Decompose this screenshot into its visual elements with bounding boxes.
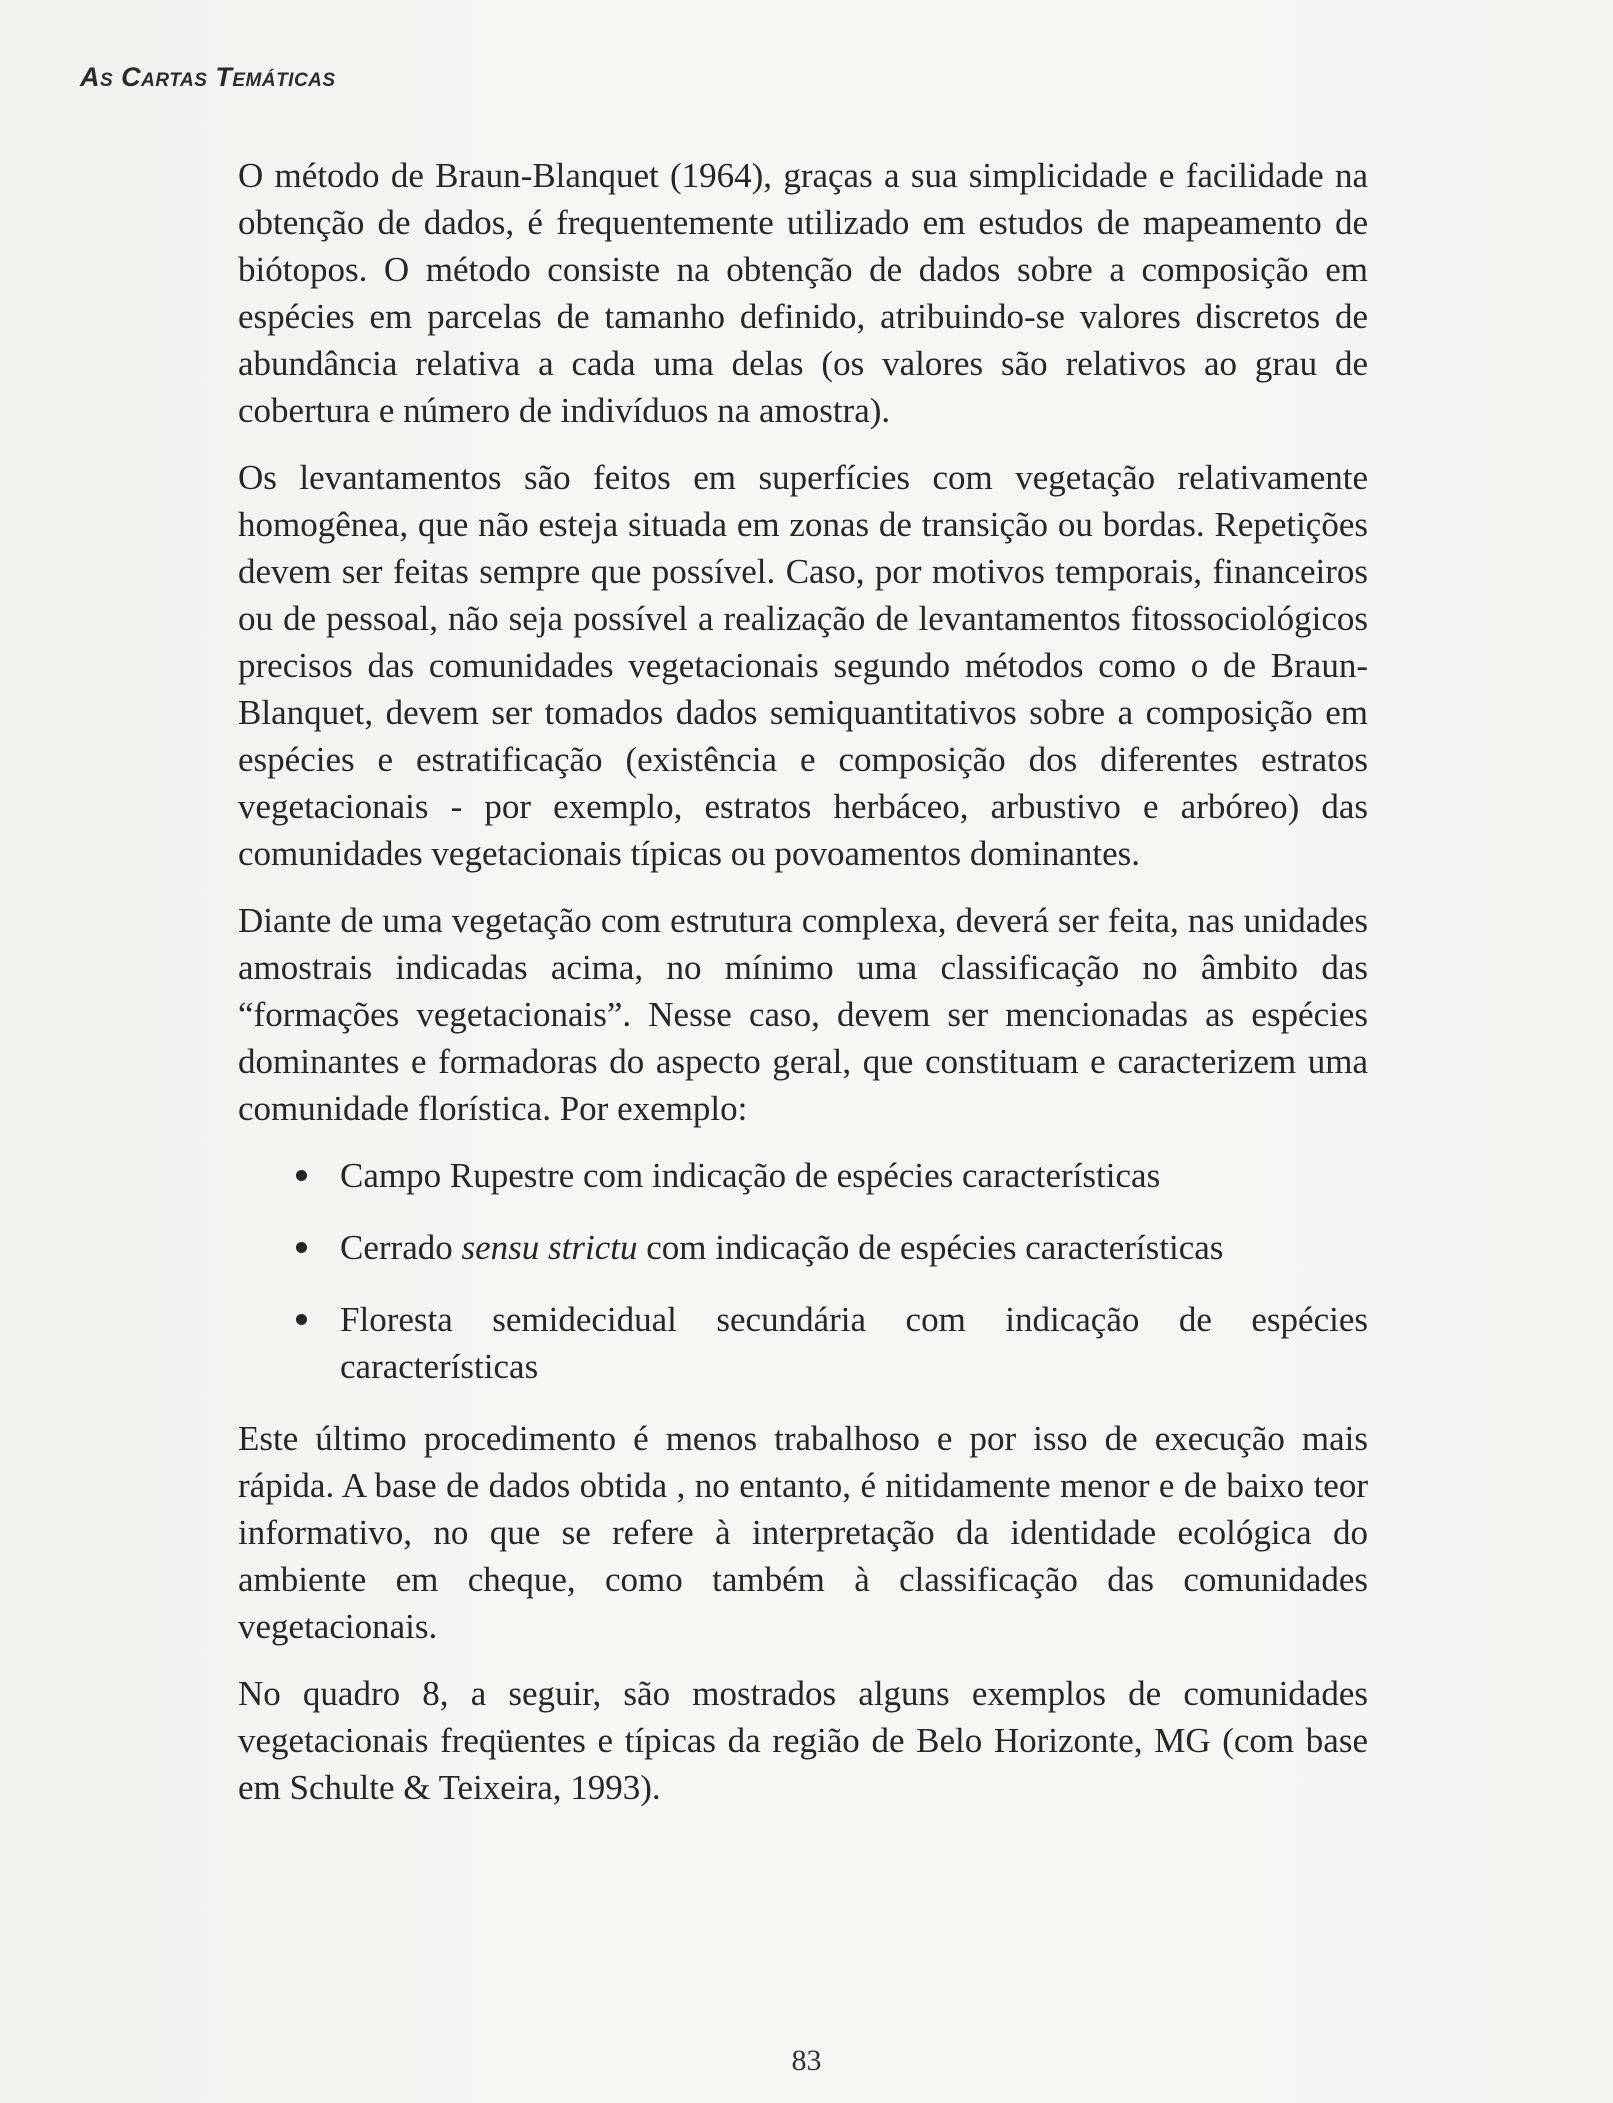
paragraph-complex-vegetation: Diante de uma vegetação com estrutura complexa, deverá ser feita, nas unidades amostrais indicadas acima, no mínimo uma classificação no âmbito das “formações vegetacionais”. Nesse caso, devem ser mencionadas as espécies dominantes e formadoras do aspecto geral, que constituam e caracterizem uma comunidade florística. Por exemplo: [238, 901, 1368, 1128]
list-item [238, 1296, 1368, 1390]
paragraph-procedure-remarks: Este último procedimento é menos trabalhoso e por isso de execução mais rápida. A base de dados obtida , no entanto, é nitidamente menor e de baixo teor informativo, no que se refere à interpretação da identidade ecológica do ambiente em cheque, como também à classificação das comunidades vegetacionais. [238, 1419, 1368, 1646]
list-item-text: Floresta semidecidual secundária com indicação de espécies características [340, 1300, 1368, 1386]
bullet-icon [296, 1170, 307, 1181]
list-item [238, 1224, 1368, 1271]
bullet-icon [296, 1314, 307, 1325]
bullet-icon [296, 1242, 307, 1253]
list-item-text: Campo Rupestre com indicação de espécies características [340, 1156, 1161, 1195]
paragraph-braun-blanquet-method: O método de Braun-Blanquet (1964), graças a sua simplicidade e facilidade na obtenção de dados, é frequentemente utilizado em estudos de mapeamento de biótopos. O método consiste na obtenção de dados sobre a composição em espécies em parcelas de tamanho definido, atribuindo-se valores discretos de abundância relativa a cada uma delas (os valores são relativos ao grau de cobertura e número de indivíduos na amostra). [238, 156, 1368, 430]
list-item-italic-term: sensu strictu [461, 1228, 638, 1267]
body-text [238, 152, 1368, 1831]
paragraph-quadro-8-intro: No quadro 8, a seguir, são mostrados alguns exemplos de comunidades vegetacionais freqüentes e típicas da região de Belo Horizonte, MG (com base em Schulte & Teixeira, 1993). [238, 1674, 1368, 1807]
paragraph-surveys: Os levantamentos são feitos em superfícies com vegetação relativamente homogênea, que não esteja situada em zonas de transição ou bordas. Repetições devem ser feitas sempre que possível. Caso, por motivos temporais, financeiros ou de pessoal, não seja possível a realização de levantamentos fitossociológicos precisos das comunidades vegetacionais segundo métodos como o de Braun-Blanquet, devem ser tomados dados semiquantitativos sobre a composição em espécies e estratificação (existência e composição dos diferentes estratos vegetacionais - por exemplo, estratos herbáceo, arbustivo e arbóreo) das comunidades vegetacionais típicas ou povoamentos dominantes. [238, 458, 1368, 873]
list-item-text-suffix: com indicação de espécies características [637, 1228, 1224, 1267]
page-number: 83 [791, 2044, 822, 2077]
running-header: As Cartas Temáticas [80, 62, 336, 92]
examples-list [238, 1152, 1368, 1390]
list-item [238, 1152, 1368, 1199]
list-item-text-prefix: Cerrado [340, 1228, 462, 1267]
